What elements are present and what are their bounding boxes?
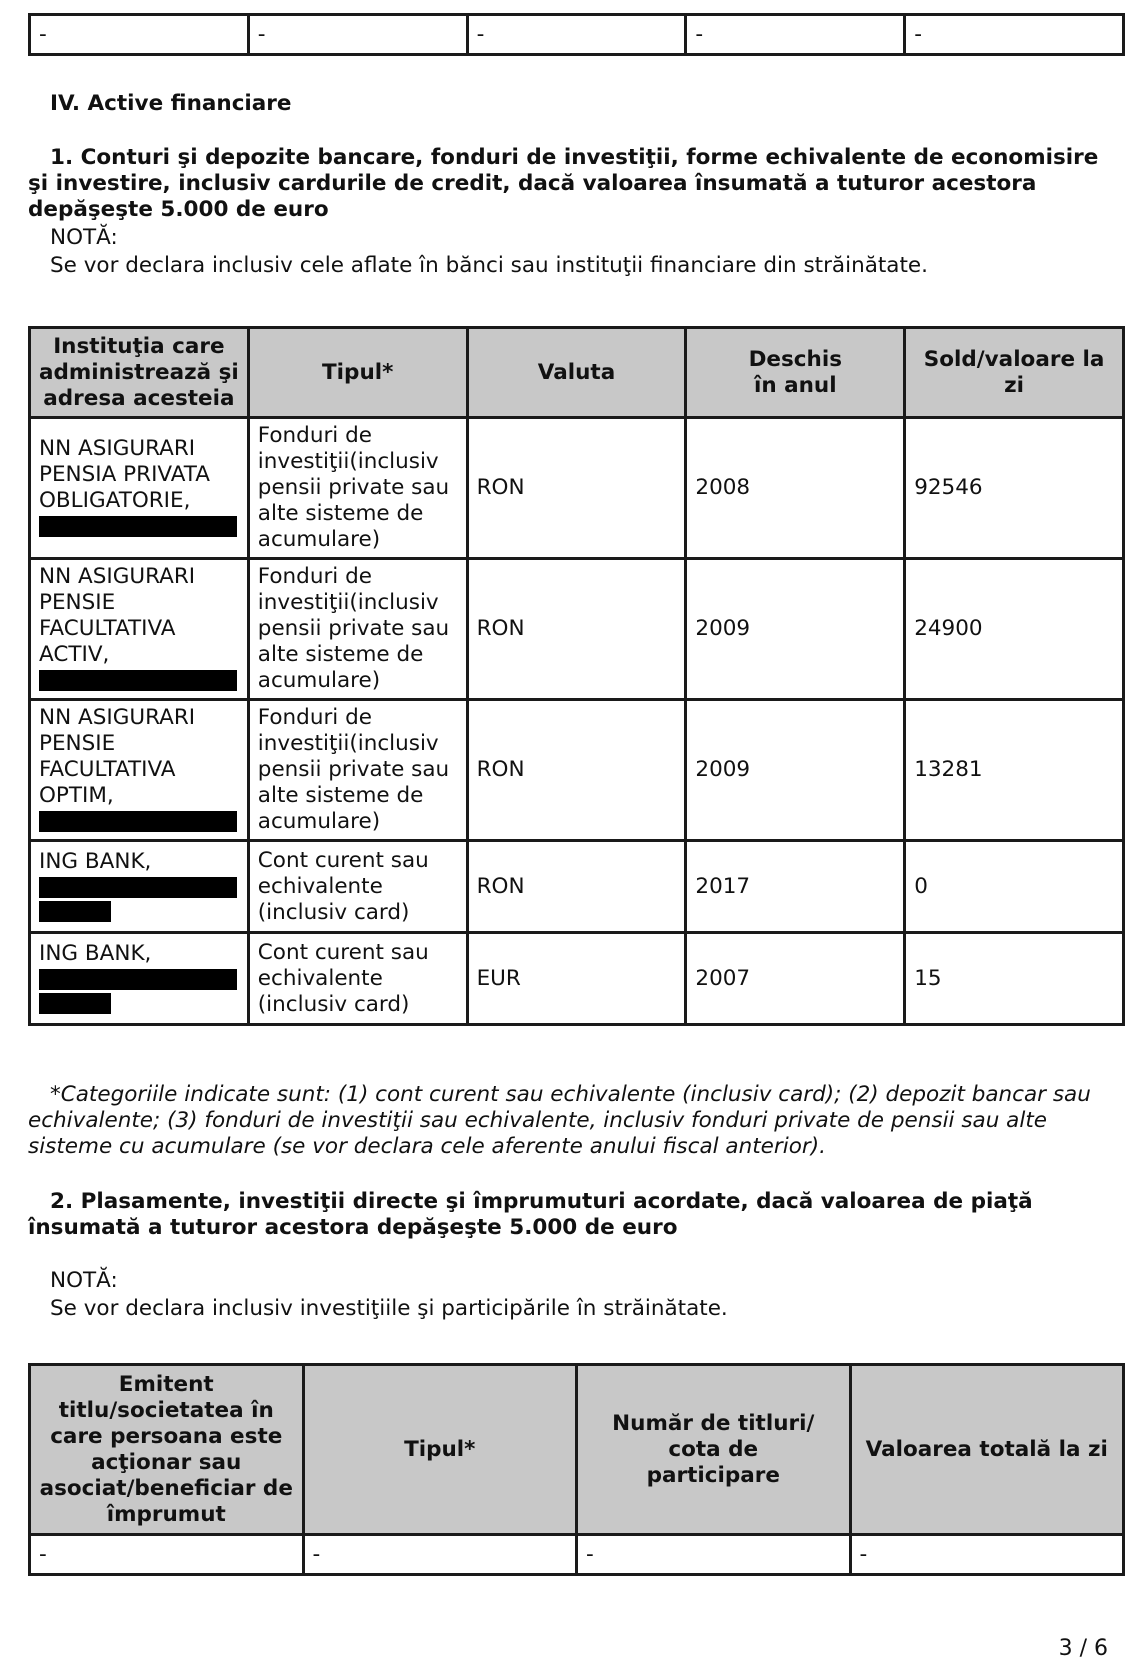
top-table-cell: - — [686, 15, 905, 55]
type-cell: Fonduri de investiţii(inclusiv pensii private sau alte sisteme de acumulare) — [248, 559, 467, 700]
page-number: 3 / 6 — [1058, 1636, 1108, 1661]
investments-table — [28, 1363, 1125, 1576]
redacted-address — [39, 969, 237, 990]
top-table-cell: - — [248, 15, 467, 55]
type-cell: Fonduri de investiţii(inclusiv pensii private sau alte sisteme de acumulare) — [248, 418, 467, 559]
table-row — [30, 700, 1124, 841]
header-type: Tipul* — [303, 1365, 577, 1535]
institution-name: NN ASIGURARI PENSIE FACULTATIVA ACTIV, — [39, 564, 196, 667]
type-cell: Cont curent sau echivalente (inclusiv card) — [248, 933, 467, 1025]
accounts-table — [28, 326, 1125, 1026]
institution-cell — [30, 700, 249, 841]
currency-cell: RON — [467, 559, 686, 700]
table-cell: - — [577, 1535, 851, 1575]
institution-cell — [30, 559, 249, 700]
top-table — [28, 13, 1125, 56]
balance-cell: 13281 — [905, 700, 1124, 841]
institution-cell — [30, 418, 249, 559]
section-title: IV. Active financiare — [50, 91, 292, 116]
table-row — [30, 841, 1124, 933]
sub2-note-label: NOTĂ: — [50, 1268, 118, 1293]
currency-cell: RON — [467, 418, 686, 559]
sub2-note-text: Se vor declara inclusiv investiţiile şi participările în străinătate. — [50, 1296, 728, 1321]
year-cell: 2009 — [686, 700, 905, 841]
year-cell: 2017 — [686, 841, 905, 933]
redacted-address — [39, 877, 237, 898]
redacted-address — [39, 516, 237, 537]
redacted-address — [39, 993, 111, 1014]
table-row — [30, 559, 1124, 700]
table-cell: - — [303, 1535, 577, 1575]
table-row — [30, 933, 1124, 1025]
top-table-cell: - — [30, 15, 249, 55]
year-cell: 2009 — [686, 559, 905, 700]
redacted-address — [39, 901, 111, 922]
sub1-note-label: NOTĂ: — [50, 225, 118, 250]
sub2-heading: 2. Plasamente, investiţii directe şi împrumuturi acordate, dacă valoarea de piaţă însumată a tuturor acestora depăşeşte 5.000 de euro — [28, 1189, 1033, 1240]
header-shares: Număr de titluri/ cota de participare — [577, 1365, 851, 1535]
sub1-note-text: Se vor declara inclusiv cele aflate în bănci sau instituţii financiare din străinătate. — [50, 253, 928, 278]
header-currency: Valuta — [467, 328, 686, 418]
header-balance: Sold/valoare la zi — [905, 328, 1124, 418]
header-total-value: Valoarea totală la zi — [850, 1365, 1124, 1535]
header-institution: Instituţia care administrează şi adresa acesteia — [30, 328, 249, 418]
table-row — [30, 1535, 1124, 1575]
balance-cell: 92546 — [905, 418, 1124, 559]
year-cell: 2008 — [686, 418, 905, 559]
institution-name: ING BANK, — [39, 848, 152, 874]
header-year: Deschis în anul — [686, 328, 905, 418]
institution-name: ING BANK, — [39, 940, 152, 966]
balance-cell: 0 — [905, 841, 1124, 933]
table-row — [30, 418, 1124, 559]
sub1-heading: 1. Conturi şi depozite bancare, fonduri de investiţii, forme echivalente de economisire şi investire, inclusiv cardurile de credit, dacă valoarea însumată a tuturor acestora depăşeşte 5.000 de euro — [28, 145, 1099, 222]
type-cell: Fonduri de investiţii(inclusiv pensii private sau alte sisteme de acumulare) — [248, 700, 467, 841]
top-table-cell: - — [467, 15, 686, 55]
top-table-cell: - — [905, 15, 1124, 55]
footnote: *Categoriile indicate sunt: (1) cont curent sau echivalente (inclusiv card); (2) depozit bancar sau echivalente; (3) fonduri de investiţii sau echivalente, inclusiv fonduri private de pensii sau alte sisteme cu acumulare (se vor declara cele aferente anului fiscal anterior). — [28, 1082, 1091, 1159]
header-type: Tipul* — [248, 328, 467, 418]
redacted-address — [39, 811, 237, 832]
currency-cell: RON — [467, 841, 686, 933]
table-cell: - — [850, 1535, 1124, 1575]
currency-cell: EUR — [467, 933, 686, 1025]
year-cell: 2007 — [686, 933, 905, 1025]
institution-cell — [30, 841, 249, 933]
institution-name: NN ASIGURARI PENSIE FACULTATIVA OPTIM, — [39, 705, 196, 808]
header-issuer: Emitent titlu/societatea în care persoana este acţionar sau asociat/beneficiar de împrumut — [30, 1365, 304, 1535]
redacted-address — [39, 670, 237, 691]
institution-cell — [30, 933, 249, 1025]
type-cell: Cont curent sau echivalente (inclusiv card) — [248, 841, 467, 933]
institution-name: NN ASIGURARI PENSIA PRIVATA OBLIGATORIE, — [39, 436, 210, 513]
balance-cell: 15 — [905, 933, 1124, 1025]
currency-cell: RON — [467, 700, 686, 841]
table-cell: - — [30, 1535, 304, 1575]
balance-cell: 24900 — [905, 559, 1124, 700]
